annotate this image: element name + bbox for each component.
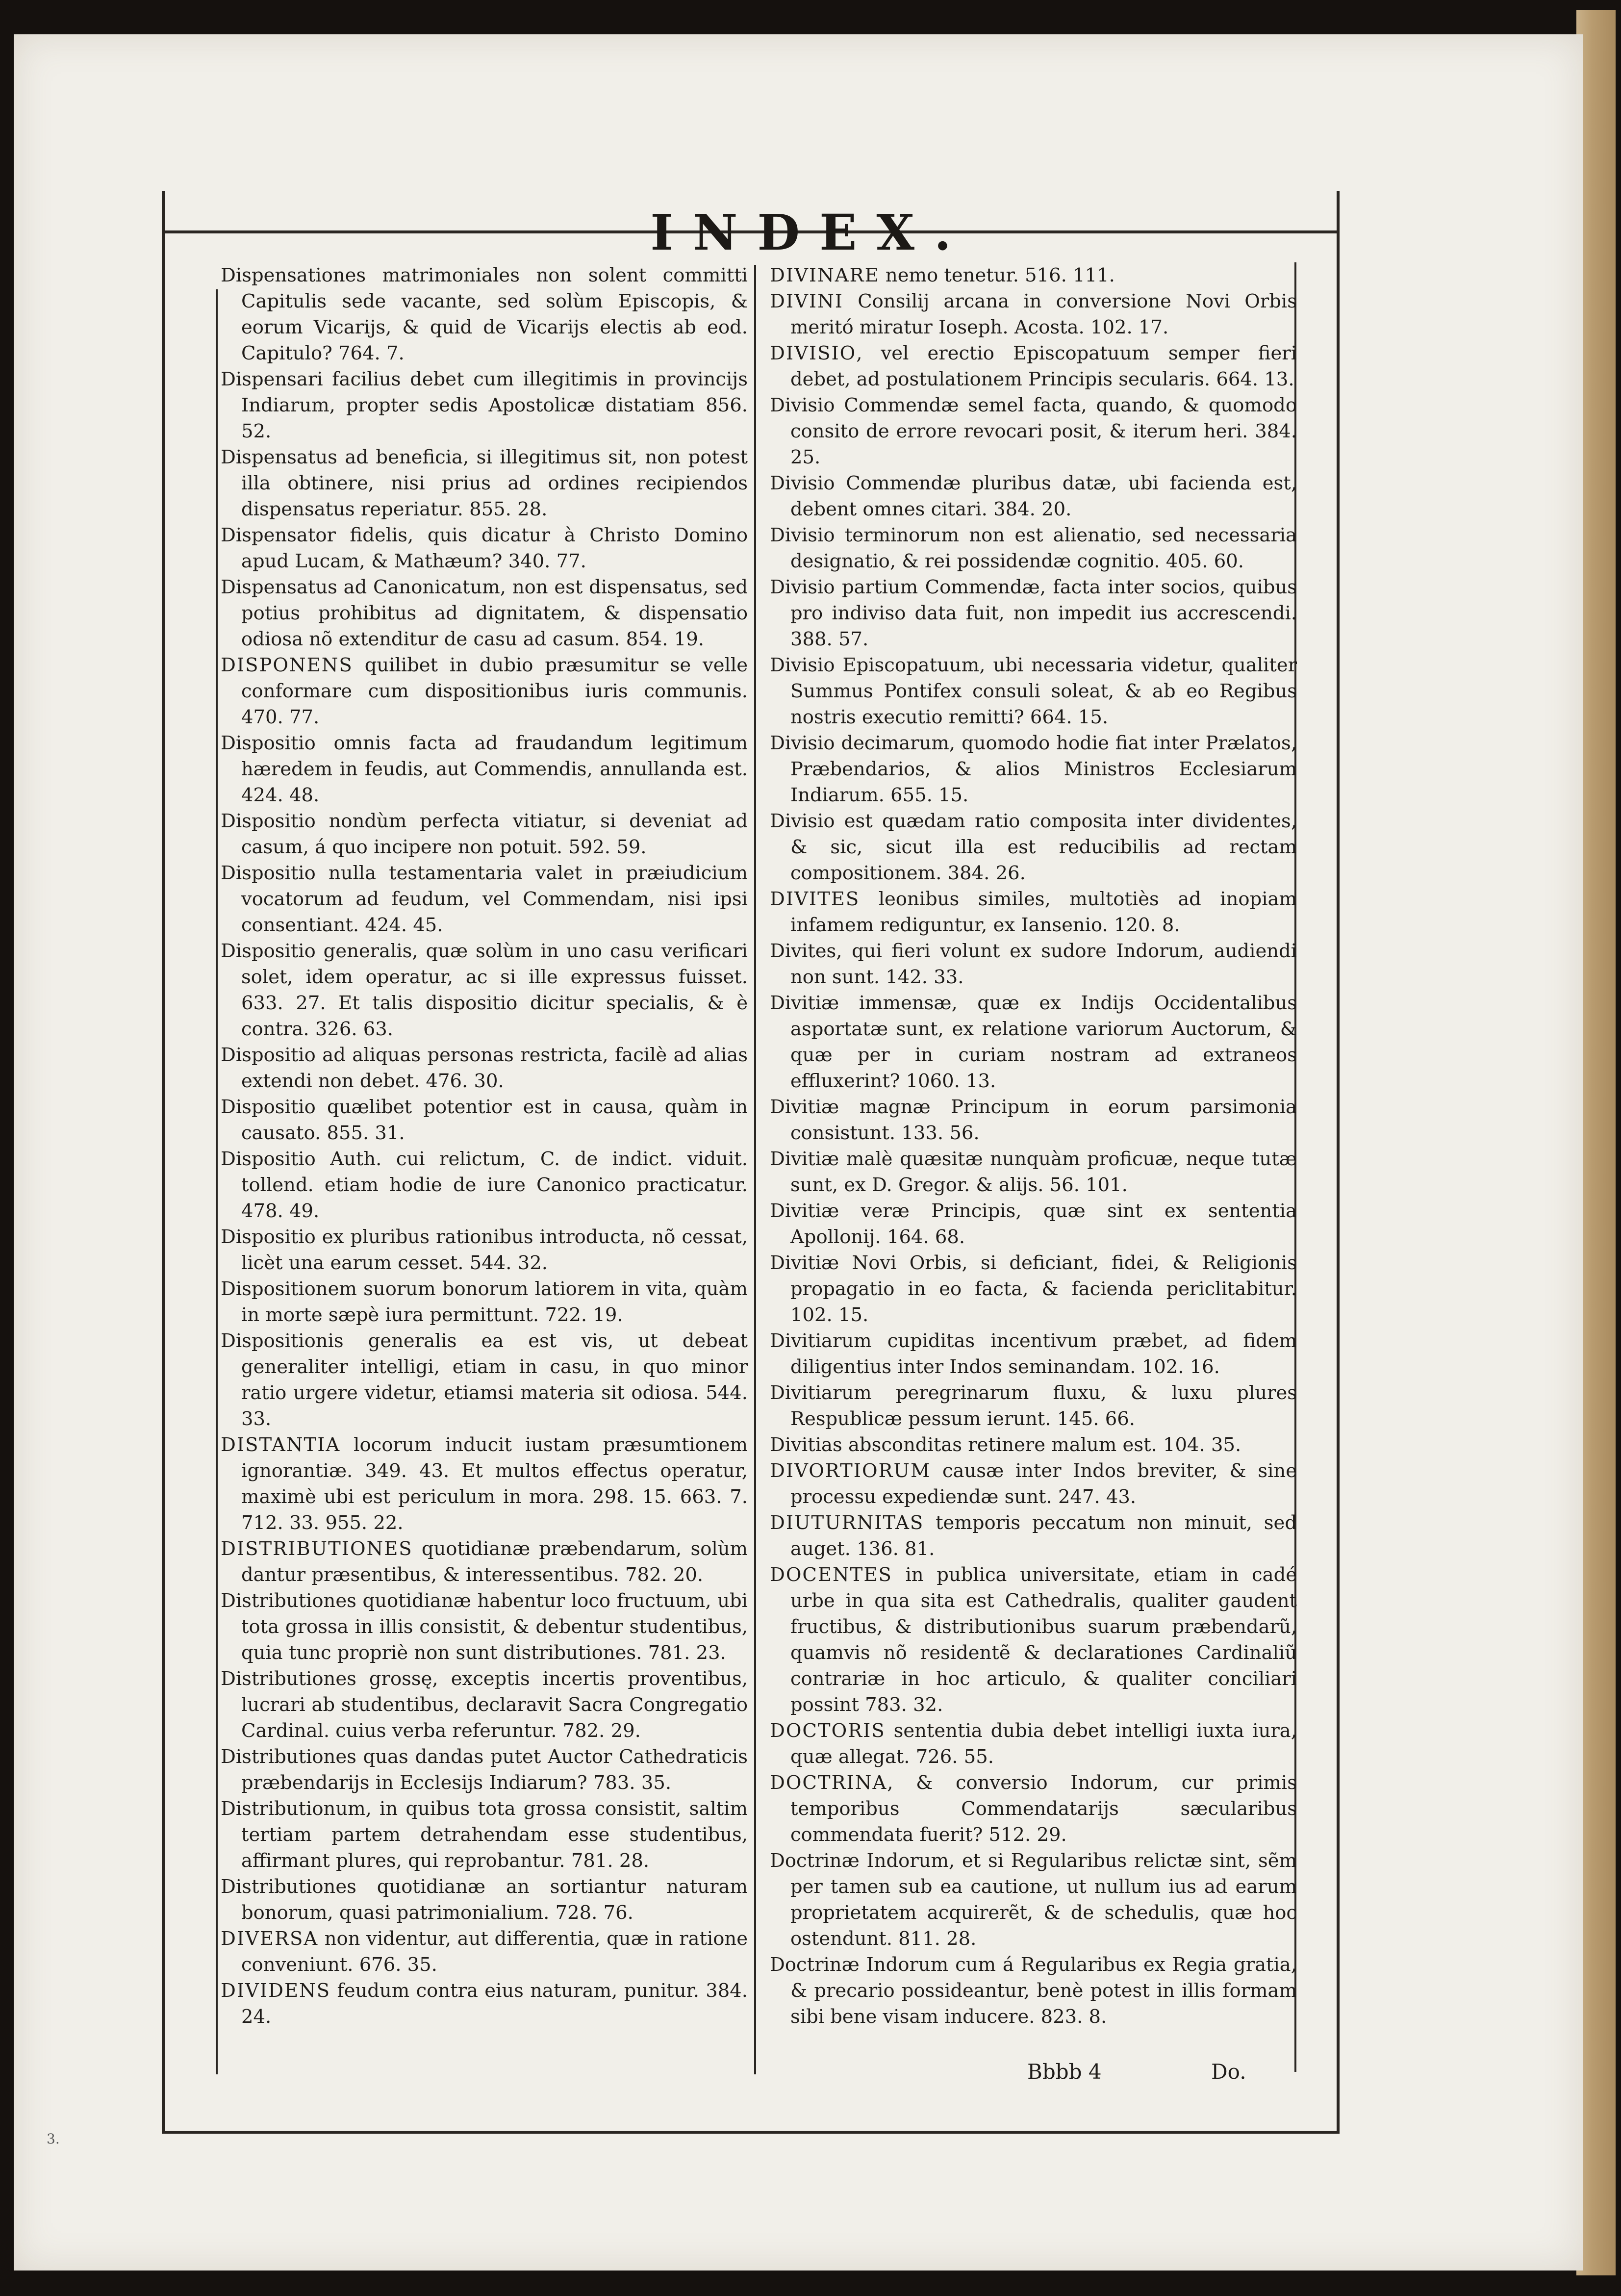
entry-headword: DIVORTIORUM: [770, 1460, 931, 1482]
index-entry: [770, 1250, 1297, 1328]
entry-text: Divites, qui fieri volunt ex sudore Indorum, audiendi non sunt. 142. 33.: [770, 940, 1297, 988]
index-entry: [770, 1094, 1297, 1146]
entry-headword: DOCTORIS: [770, 1720, 886, 1742]
entry-text: Consilij arcana in conversione Novi Orbis meritó miratur Ioseph. Acosta. 102. 17.: [790, 290, 1297, 338]
entry-text: quilibet in dubio præsumitur se velle conformare cum dispositionibus iuris communis. 470. 77.: [241, 654, 748, 728]
index-entry: [221, 366, 748, 444]
index-entry: [770, 652, 1297, 730]
index-entry: [221, 1328, 748, 1432]
entry-text: sententia dubia debet intelligi iuxta iura, quæ allegat. 726. 55.: [790, 1720, 1297, 1768]
index-entry: [221, 652, 748, 730]
entry-text: Divisio est quædam ratio composita inter dividentes, & sic, sicut illa est reducibilis ad rectam compositionem. 384. 26.: [770, 810, 1297, 884]
entry-text: Divitiæ immensæ, quæ ex Indijs Occidentalibus asportatæ sunt, ex relatione variorum Auctorum, & quæ per in curiam nostram ad extraneos effluxerint? 1060. 13.: [770, 992, 1297, 1092]
index-entry: [221, 1666, 748, 1744]
entry-text: Divisio Commendæ semel facta, quando, & quomodo consito de errore revocari posit, & iterum heri. 384. 25.: [770, 394, 1297, 468]
margin-mark: 3.: [47, 2131, 60, 2147]
index-entry: [221, 1536, 748, 1588]
entry-text: Distributiones quas dandas putet Auctor Cathedraticis præbendarijs in Ecclesijs Indiarum? 783. 35.: [221, 1746, 748, 1794]
index-entry: [221, 444, 748, 522]
index-entry: [221, 1874, 748, 1926]
entry-text: Divisio Commendæ pluribus datæ, ubi facienda est, debent omnes citari. 384. 20.: [770, 472, 1297, 520]
entry-text: Doctrinæ Indorum, et si Regularibus relictæ sint, sẽm per tamen sub ea cautione, ut nullum ius ad earum proprietatem acquirerẽt, & de schedulis, quæ hoc ostendunt. 811. 28.: [770, 1850, 1297, 1950]
entry-text: non videntur, aut differentia, quæ in ratione conveniunt. 676. 35.: [241, 1928, 748, 1976]
index-entry: [221, 1094, 748, 1146]
entry-text: Dispositio omnis facta ad fraudandum legitimum hæredem in feudis, aut Commendis, annullanda est. 424. 48.: [221, 732, 748, 806]
index-entry: [770, 1146, 1297, 1198]
entry-text: Dispositio ad aliquas personas restricta, facilè ad alias extendi non debet. 476. 30.: [221, 1044, 748, 1092]
entry-text: Divitias absconditas retinere malum est. 104. 35.: [770, 1434, 1241, 1456]
entry-text: causæ inter Indos breviter, & sine processu expediendæ sunt. 247. 43.: [790, 1460, 1297, 1508]
index-entry: [770, 1458, 1297, 1510]
index-entry: [770, 1510, 1297, 1562]
entry-headword: DIVITES: [770, 888, 860, 910]
index-entry: [770, 470, 1297, 522]
entry-headword: DIUTURNITAS: [770, 1512, 924, 1534]
entry-headword: DIVISIO: [770, 342, 857, 364]
index-entry: [770, 1328, 1297, 1380]
index-entry: [221, 522, 748, 574]
index-entry: [221, 1796, 748, 1874]
index-entry: [221, 1042, 748, 1094]
entry-text: , & conversio Indorum, cur primis temporibus Commendatarijs sæcularibus commendata fuerit? 512. 29.: [790, 1772, 1297, 1846]
entry-text: Dispositio Auth. cui relictum, C. de indict. viduit. tollend. etiam hodie de iure Canonico practicatur. 478. 49.: [221, 1148, 748, 1222]
index-entry: [770, 1848, 1297, 1952]
catchword: Do.: [1211, 2060, 1246, 2084]
index-entry: [221, 860, 748, 938]
index-entry: [770, 1432, 1297, 1458]
entry-headword: DIVINARE: [770, 264, 880, 286]
entry-text: locorum inducit iustam præsumtionem ignorantiæ. 349. 43. Et multos effectus operatur, maximè ubi est periculum in mora. 298. 15. 663. 7. 712. 33. 955. 22.: [241, 1434, 748, 1534]
entry-text: temporis peccatum non minuit, sed auget. 136. 81.: [790, 1512, 1297, 1560]
entry-text: Distributiones grossę, exceptis incertis proventibus, lucrari ab studentibus, declaravit Sacra Congregatio Cardinal. cuius verba referuntur. 782. 29.: [221, 1668, 748, 1742]
entry-text: Dispositionem suorum bonorum latiorem in vita, quàm in morte sæpè iura permittunt. 722. 19.: [221, 1278, 748, 1326]
entry-headword: DIVINI: [770, 290, 843, 312]
index-entry: [221, 1146, 748, 1224]
index-entry: [221, 1432, 748, 1536]
page-title: INDEX.: [650, 204, 971, 261]
entry-text: , vel erectio Episcopatuum semper fieri debet, ad postulationem Principis secularis. 664. 13.: [790, 342, 1297, 390]
column-divider: [754, 265, 756, 2074]
index-entry: [770, 1198, 1297, 1250]
entry-text: Dispensatus ad Canonicatum, non est dispensatus, sed potius prohibitus ad dignitatem, & dispensatio odiosa nõ extenditur de casu ad casum. 854. 19.: [221, 576, 748, 650]
entry-text: Divitiarum peregrinarum fluxu, & luxu plures Respublicæ pessum ierunt. 145. 66.: [770, 1382, 1297, 1430]
entry-text: Distributiones quotidianæ habentur loco fructuum, ubi tota grossa in illis consistit, & debentur studentibus, quia tunc propriè non sunt distributiones. 781. 23.: [221, 1590, 748, 1664]
entry-text: Divitiæ magnæ Principum in eorum parsimonia consistunt. 133. 56.: [770, 1096, 1297, 1144]
entry-text: Distributionum, in quibus tota grossa consistit, saltim tertiam partem detrahendam esse studentibus, affirmant plures, qui reprobantur. 781. 28.: [221, 1798, 748, 1872]
entry-text: quotidianæ præbendarum, solùm dantur præsentibus, & interessentibus. 782. 20.: [241, 1538, 748, 1586]
index-entry: [221, 1588, 748, 1666]
entry-text: Distributiones quotidianæ an sortiantur naturam bonorum, quasi patrimonialium. 728. 76.: [221, 1876, 748, 1924]
entry-text: Dispositio ex pluribus rationibus introducta, nõ cessat, licèt una earum cesset. 544. 32.: [221, 1226, 748, 1274]
entry-text: Dispensator fidelis, quis dicatur à Christo Domino apud Lucam, & Mathæum? 340. 77.: [221, 524, 748, 572]
index-entry: [770, 1952, 1297, 2030]
index-entry: [770, 808, 1297, 886]
index-entry: [221, 1224, 748, 1276]
index-entry: [770, 1380, 1297, 1432]
left-column-rule: [216, 289, 218, 2074]
index-entry: [770, 886, 1297, 938]
entry-text: Dispensari facilius debet cum illegitimis in provincijs Indiarum, propter sedis Apostolicæ distatiam 856. 52.: [221, 368, 748, 442]
entry-text: Dispositionis generalis ea est vis, ut debeat generaliter intelligi, etiam in casu, in quo minor ratio urgere videtur, etiamsi materia sit odiosa. 544. 33.: [221, 1330, 748, 1430]
entry-headword: DISTRIBUTIONES: [221, 1538, 413, 1560]
entry-headword: DOCTRINA: [770, 1772, 887, 1794]
index-entry: [221, 1276, 748, 1328]
index-entry: [770, 938, 1297, 990]
index-entry: [221, 1744, 748, 1796]
index-entry: [221, 808, 748, 860]
left-column: [221, 262, 748, 2072]
entry-text: Doctrinæ Indorum cum á Regularibus ex Regia gratia, & precario possideantur, benè potest in illis formam sibi bene visam inducere. 823. 8.: [770, 1954, 1297, 2028]
entry-text: Divisio Episcopatuum, ubi necessaria videtur, qualiter Summus Pontifex consuli soleat, & ab eo Regibus nostris executio remitti? 664. 15.: [770, 654, 1297, 728]
index-entry: [221, 262, 748, 366]
entry-text: Dispositio nondùm perfecta vitiatur, si deveniat ad casum, á quo incipere non potuit. 592. 59.: [221, 810, 748, 858]
index-entry: [221, 1978, 748, 2030]
index-entry: [770, 574, 1297, 652]
entry-text: nemo tenetur. 516. 111.: [879, 264, 1115, 286]
entry-text: Divisio decimarum, quomodo hodie fiat inter Prælatos, Præbendarios, & alios Ministros Ecclesiarum Indiarum. 655. 15.: [770, 732, 1297, 806]
index-entry: [221, 730, 748, 808]
index-entry: [221, 574, 748, 652]
index-entry: [770, 730, 1297, 808]
index-entry: [770, 340, 1297, 392]
entry-text: Divisio terminorum non est alienatio, sed necessaria designatio, & rei possidendæ cognitio. 405. 60.: [770, 524, 1297, 572]
entry-text: Divitiæ malè quæsitæ nunquàm proficuæ, neque tutæ sunt, ex D. Gregor. & alijs. 56. 101.: [770, 1148, 1297, 1196]
entry-headword: DIVERSA: [221, 1928, 319, 1950]
index-entry: [770, 1770, 1297, 1848]
index-entry: [770, 262, 1297, 288]
index-entry: [770, 990, 1297, 1094]
entry-text: Dispensationes matrimoniales non solent committi Capitulis sede vacante, sed solùm Episcopis, & eorum Vicarijs, & quid de Vicarijs electis ab eod. Capitulo? 764. 7.: [221, 264, 748, 364]
index-entry: [770, 1562, 1297, 1718]
entry-text: Dispositio quælibet potentior est in causa, quàm in causato. 855. 31.: [221, 1096, 748, 1144]
index-entry: [770, 288, 1297, 340]
entry-headword: DIVIDENS: [221, 1980, 331, 2002]
entry-text: Divitiarum cupiditas incentivum præbet, ad fidem diligentius inter Indos seminandam. 102. 16.: [770, 1330, 1297, 1378]
entry-headword: DISPONENS: [221, 654, 353, 676]
entry-text: Divitiæ veræ Principis, quæ sint ex sententia Apollonij. 164. 68.: [770, 1200, 1297, 1248]
index-entry: [770, 392, 1297, 470]
right-column: [770, 262, 1297, 2072]
entry-text: feudum contra eius naturam, punitur. 384. 24.: [241, 1980, 748, 2028]
index-entry: [770, 522, 1297, 574]
entry-headword: DOCENTES: [770, 1564, 892, 1586]
index-entry: [221, 938, 748, 1042]
entry-text: Dispensatus ad beneficia, si illegitimus sit, non potest illa obtinere, nisi prius ad ordines recipiendos dispensatus reperiatur. 855. 28.: [221, 446, 748, 520]
entry-headword: DISTANTIA: [221, 1434, 341, 1456]
entry-text: in publica universitate, etiam in cadé urbe in qua sita est Cathedralis, qualiter gaudent fructibus, & distributionibus suarum præbendarũ, quamvis nõ residentẽ & declarationes Cardinaliũ contrariæ in hoc articulo, & qualiter conciliari possint 783. 32.: [790, 1564, 1297, 1716]
signature-mark: Bbbb 4: [1027, 2060, 1102, 2084]
entry-text: Dispositio nulla testamentaria valet in præiudicium vocatorum ad feudum, vel Commendam, nisi ipsi consentiant. 424. 45.: [221, 862, 748, 936]
entry-text: leonibus similes, multotiès ad inopiam infamem rediguntur, ex Iansenio. 120. 8.: [790, 888, 1297, 936]
index-entry: [770, 1718, 1297, 1770]
entry-text: Divitiæ Novi Orbis, si deficiant, fidei, & Religionis propagatio in eo facta, & facienda periclitabitur. 102. 15.: [770, 1252, 1297, 1326]
index-entry: [221, 1926, 748, 1978]
entry-text: Divisio partium Commendæ, facta inter socios, quibus pro indiviso data fuit, non impedit ius accrescendi. 388. 57.: [770, 576, 1297, 650]
entry-text: Dispositio generalis, quæ solùm in uno casu verificari solet, idem operatur, ac si ille expressus fuisset. 633. 27. Et talis dispositio dicitur specialis, & è contra. 326. 63.: [221, 940, 748, 1040]
